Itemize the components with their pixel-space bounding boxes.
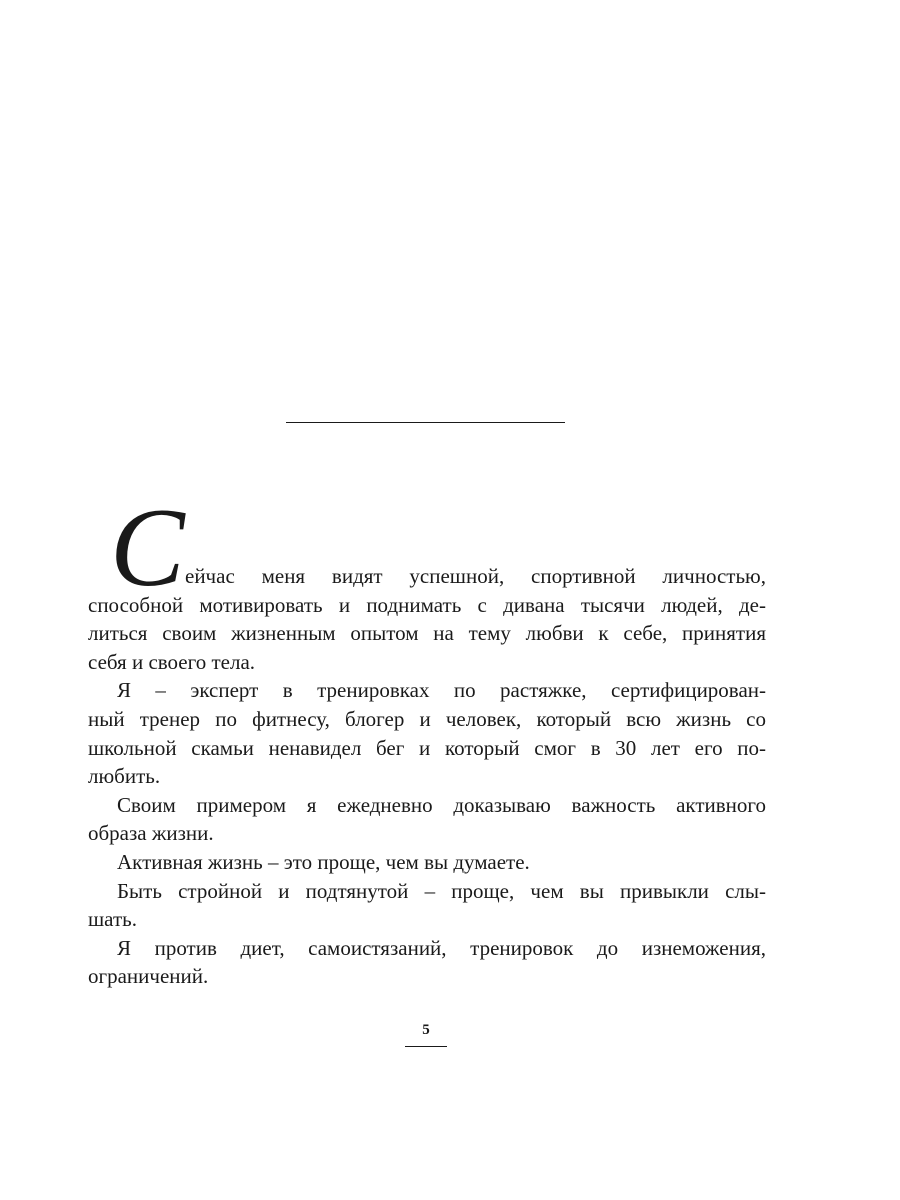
text-line: любить. <box>88 764 161 789</box>
text-line: Активная жизнь – это проще, чем вы думаете. <box>117 849 530 874</box>
text-line: Я – эксперт в тренировках по растяжке, сертифицирован- <box>117 678 766 703</box>
text-line: Быть стройной и подтянутой – проще, чем вы привыкли слы- <box>117 878 766 903</box>
text-line: образа жизни. <box>88 821 214 846</box>
text-line: ейчас меня видят успешной, спортивной личностью, <box>185 564 766 588</box>
text-line: ный тренер по фитнесу, блогер и человек, который всю жизнь со <box>88 706 766 731</box>
page-number-rule <box>405 1046 447 1047</box>
page-number: 5 <box>422 1022 430 1038</box>
text-line: Я против диет, самоистязаний, тренировок до изнеможения, <box>117 935 766 960</box>
chapter-text <box>88 486 766 991</box>
text-line: литься своим жизненным опытом на тему любви к себе, принятия <box>88 621 766 646</box>
text-line: шать. <box>88 907 137 932</box>
chapter-divider-rule <box>286 422 565 423</box>
text-line: себя и своего тела. <box>88 649 256 674</box>
text-line: способной мотивировать и поднимать с дивана тысячи людей, де- <box>88 592 766 617</box>
drop-cap-letter: С <box>110 486 185 610</box>
text-line: школьной скамьи ненавидел бег и который смог в 30 лет его по- <box>88 735 766 760</box>
text-line: Своим примером я ежедневно доказываю важность активного <box>117 792 766 817</box>
text-line: ограничений. <box>88 964 209 989</box>
